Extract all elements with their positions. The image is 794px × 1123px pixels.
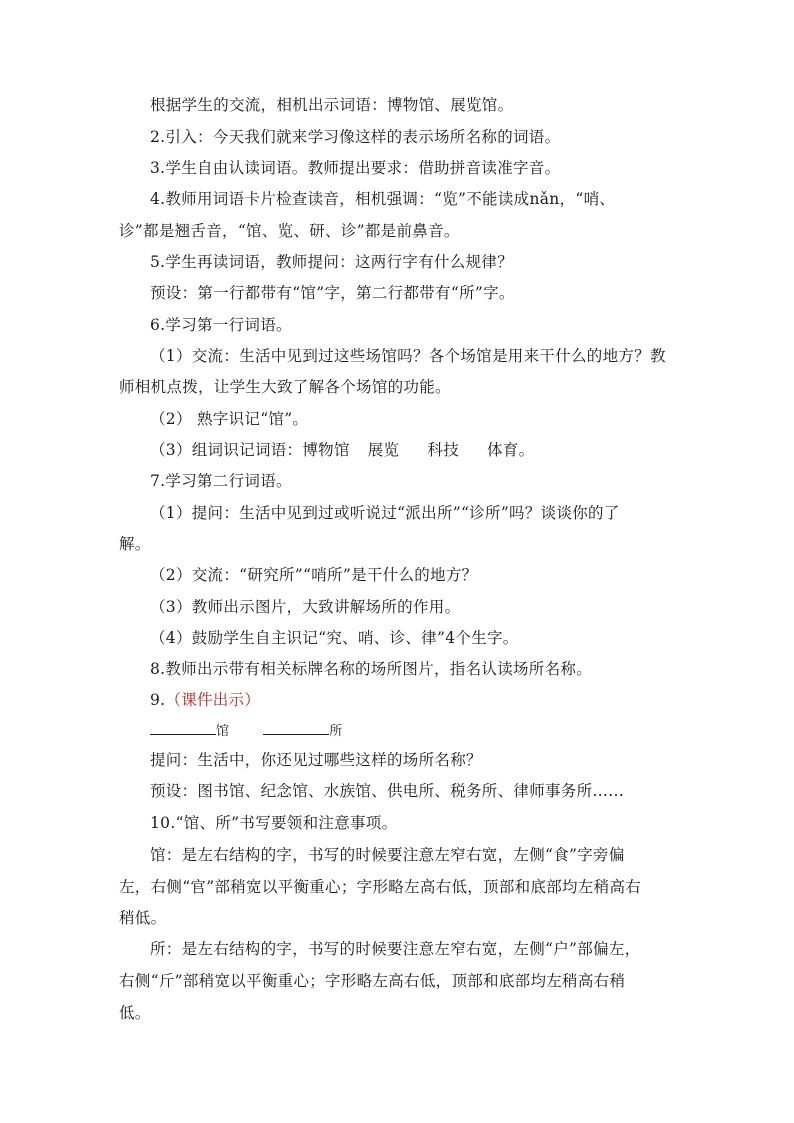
paragraph-line: 10.“馆、所”书写要领和注意事项。 bbox=[150, 814, 398, 832]
paragraph-line: （4）鼓励学生自主识记“究、哨、诊、律”4个生字。 bbox=[150, 629, 519, 647]
paragraph-line: 2.引入：今天我们就来学习像这样的表示场所名称的词语。 bbox=[150, 128, 561, 146]
paragraph-line: 4.教师用词语卡片检查读音，相机强调：“览”不能读成nǎn，“哨、 bbox=[150, 190, 616, 208]
blank-suffix: 馆 bbox=[216, 724, 230, 739]
paragraph-line: 左，右侧“官”部稍宽以平衡重心；字形略左高右低，顶部和底部均左稍高右 bbox=[119, 878, 642, 896]
paragraph-line: 低。 bbox=[119, 1004, 151, 1022]
paragraph-line: （1）交流：生活中见到过这些场馆吗？各个场馆是用来干什么的地方？教 bbox=[150, 347, 666, 365]
blank-suffix: 所 bbox=[329, 724, 343, 739]
paragraph-line: 解。 bbox=[119, 535, 151, 553]
paragraph-line: 所：是左右结构的字，书写的时候要注意左窄右宽，左侧“户”部偏左， bbox=[150, 940, 641, 958]
paragraph-line: （2） 熟字识记“馆”。 bbox=[150, 410, 309, 428]
paragraph-line: 提问：生活中，你还见过哪些这样的场所名称？ bbox=[150, 751, 482, 769]
item9-number: 9. bbox=[150, 691, 166, 709]
paragraph-line: 8.教师出示带有相关标牌名称的场所图片，指名认读场所名称。 bbox=[150, 660, 592, 678]
paragraph-line: 5.学生再读词语，教师提问：这两行字有什么规律？ bbox=[150, 253, 513, 271]
paragraph-line: 师相机点拨，让学生大致了解各个场馆的功能。 bbox=[119, 378, 451, 396]
paragraph-line: 3.学生自由认读词语。教师提出要求：借助拼音读准字音。 bbox=[150, 159, 561, 177]
word-item: 博物馆 bbox=[302, 441, 350, 459]
paragraph-line: 诊”都是翘舌音，“馆、览、研、诊”都是前鼻音。 bbox=[119, 222, 460, 240]
word-item: 体育。 bbox=[487, 441, 535, 459]
paragraph-line: 馆：是左右结构的字，书写的时候要注意左窄右宽，左侧“食”字旁偏 bbox=[150, 846, 625, 864]
courseware-label: （课件出示） bbox=[165, 691, 261, 709]
blank-underline bbox=[263, 719, 329, 735]
paragraph-line: 6.学习第一行词语。 bbox=[150, 316, 292, 334]
paragraph-line: 根据学生的交流，相机出示词语：博物馆、展览馆。 bbox=[150, 96, 514, 114]
paragraph-line: （2）交流：“研究所”“哨所”是干什么的地方？ bbox=[150, 566, 478, 584]
paragraph-line: 稍低。 bbox=[119, 909, 167, 927]
item9-heading bbox=[150, 689, 260, 711]
word-group-prefix: （3）组词识记词语： bbox=[150, 441, 303, 459]
paragraph-line: 预设：第一行都带有“馆”字，第二行都带有“所”字。 bbox=[150, 284, 515, 302]
paragraph-line: 右侧“斤”部稍宽以平衡重心；字形略左高右低，顶部和底部均左稍高右稍 bbox=[119, 972, 626, 990]
paragraph-line: （1）提问：生活中见到过或听说过“派出所”“诊所”吗？谈谈你的了 bbox=[150, 504, 620, 522]
word-item: 科技 bbox=[427, 441, 459, 459]
paragraph-line: 7.学习第二行词语。 bbox=[150, 472, 292, 490]
paragraph-line: 预设：图书馆、纪念馆、水族馆、供电所、税务所、律师事务所…… bbox=[150, 782, 625, 800]
word-item: 展览 bbox=[367, 441, 400, 459]
fill-blank-line bbox=[150, 719, 343, 743]
word-group-line bbox=[150, 439, 534, 461]
paragraph-line: （3）教师出示图片，大致讲解场所的作用。 bbox=[150, 598, 461, 616]
blank-underline bbox=[150, 719, 216, 735]
